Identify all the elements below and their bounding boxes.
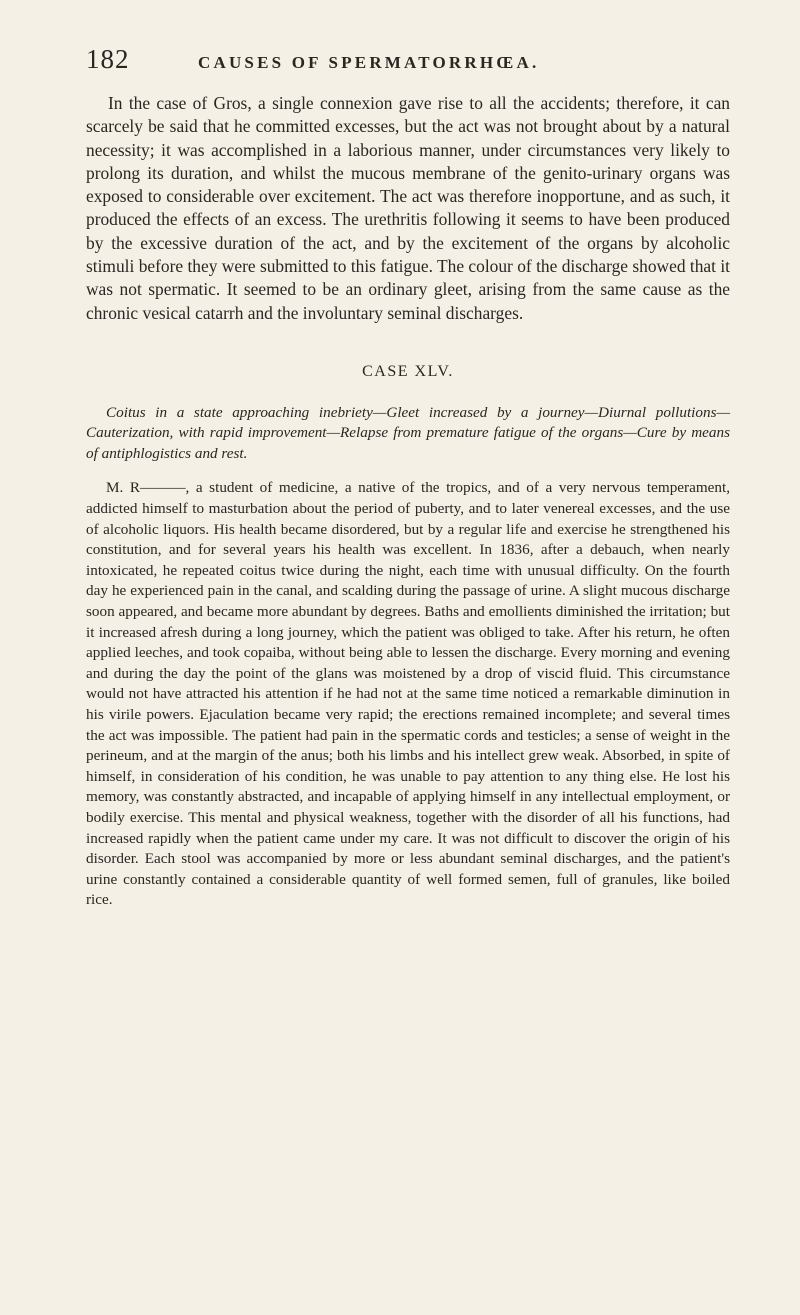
running-title: CAUSES OF SPERMATORRHŒA. [198, 53, 540, 72]
running-head [86, 44, 730, 92]
case-summary: Coitus in a state approaching inebriety—Gleet increased by a journey—Diurnal pollutions—Cauterization, with rapid improvement—Relapse from premature fatigue of the organs—Cure by means of antiphlogistics and rest. [86, 403, 730, 462]
case-paragraph: M. R———, a student of medicine, a native of the tropics, and of a very nervous temperament, addicted himself to masturbation about the period of puberty, and to later venereal excesses, and the use of alcoholic liquors. His health became disordered, but by a regular life and exercise he strengthened his constitution, and for several years his health was excellent. In 1836, after a debauch, when nearly intoxicated, he repeated coitus twice during the night, each time with unusual difficulty. On the fourth day he experienced pain in the canal, and scalding during the passage of urine. A slight mucous discharge soon appeared, and became more abundant by degrees. Baths and emollients diminished the irritation; but it increased afresh during a long journey, which the patient was obliged to take. After his return, he often applied leeches, and took copaiba, without being able to lessen the discharge. Every morning and evening and during the day the point of the glans was moistened by a drop of viscid fluid. This circumstance would not have attracted his attention if he had not at the same time noticed a remarkable diminution in his virile powers. Ejaculation became very rapid; the erections remained incomplete; and several times the act was impossible. The patient had pain in the spermatic cords and testicles; a sense of weight in the perineum, and at the margin of the anus; both his limbs and his intellect grew weak. Absorbed, in spite of himself, in consideration of his condition, he was unable to pay attention to any thing else. He lost his memory, was constantly abstracted, and incapable of applying himself in any intellectual employment, or bodily exercise. This mental and physical weakness, together with the disorder of all his functions, had increased rapidly when the patient came under my care. It was not difficult to discover the origin of his disorder. Each stool was accompanied by more or less abundant seminal discharges, and the patient's urine constantly contained a considerable quantity of well formed semen, full of granules, like boiled rice. [86, 479, 730, 909]
page-number: 182 [86, 44, 130, 74]
case-heading: CASE XLV. [362, 362, 454, 380]
intro-paragraph: In the case of Gros, a single connexion gave rise to all the accidents; therefore, it can scarcely be said that he committed excesses, but the act was not brought about by a natural necessity; it was accomplished in a laborious manner, under circumstances very likely to prolong its duration, and whilst the mucous membrane of the genito-urinary organs was exposed to considerable over excitement. The act was therefore inopportune, and as such, it produced the effects of an excess. The urethritis following it seems to have been produced by the excessive duration of the act, and by the excitement of the organs by alcoholic stimuli before they were submitted to this fatigue. The colour of the discharge showed that it was not spermatic. It seemed to be an ordinary gleet, arising from the same cause as the chronic vesical catarrh and the involuntary seminal discharges. [86, 93, 730, 323]
